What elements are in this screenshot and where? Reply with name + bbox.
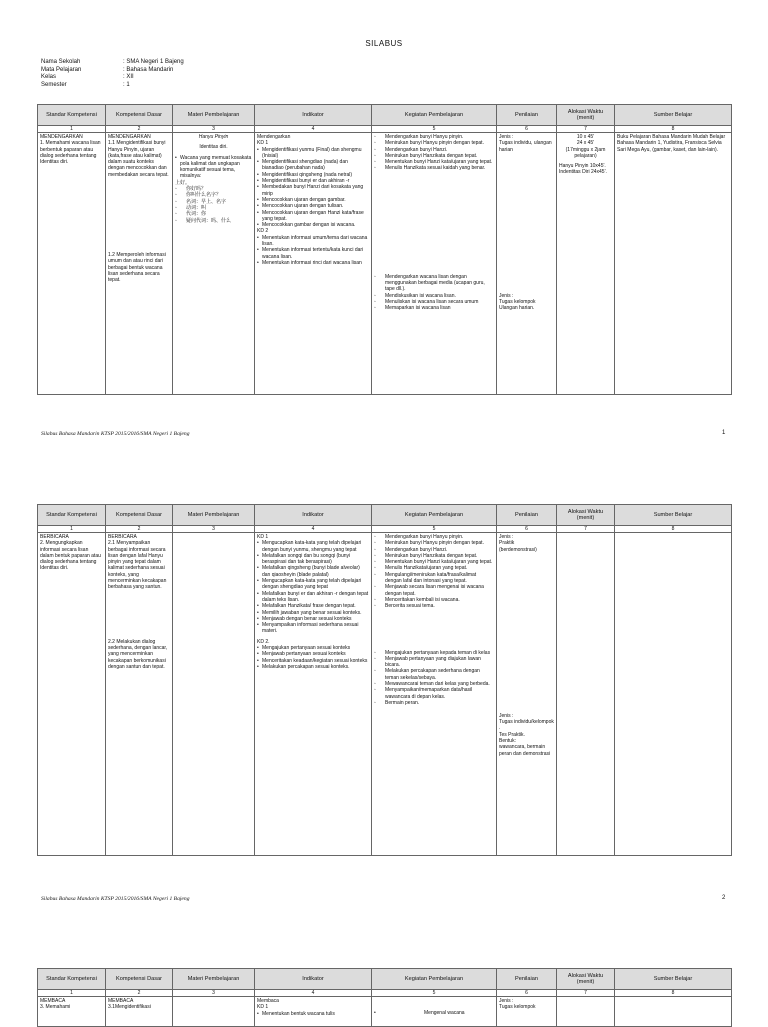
- meta-value: : SMA Negeri 1 Bajeng: [123, 59, 184, 65]
- time-allocation: Indentitas Diri 24x45'.: [559, 169, 607, 176]
- column-number-row: [38, 526, 732, 533]
- indicator-item: • Menentukan informasi tertentu/kata kunci dari wacana lisan.: [257, 247, 369, 260]
- indicator-item: • Mengidentifikasi qingsheng (nada netral): [257, 172, 369, 178]
- list-item: ◦ Menentukan bunyi Hanzi kata/ujaran yang tepat.: [374, 159, 494, 165]
- indicator-item: • Menentukan informasi rinci dari wacana lisan: [257, 260, 369, 266]
- kegiatan-cell: [372, 997, 497, 1027]
- materi-vocabulary-list: [175, 186, 252, 224]
- list-item: ◦ Menceritakan kembali isi wacana.: [374, 597, 494, 603]
- header-cell: Indikator: [255, 505, 372, 526]
- indicator-item: • Menentukan informasi umum/tema dari wacana lisan.: [257, 235, 369, 248]
- assessment-label: Jenis :: [499, 292, 514, 299]
- list-item: ◦ Bermain peran.: [374, 700, 494, 706]
- column-number: 6: [497, 990, 557, 997]
- indicator-heading: KD 1: [257, 534, 269, 540]
- indicator-item: • Mengucapkan kata-kata yang telah dipelajari dengan shengdiao yang tepat: [257, 578, 369, 591]
- header-cell: Sumber Belajar: [615, 105, 732, 126]
- column-number: 1: [38, 990, 106, 997]
- header-cell: Sumber Belajar: [615, 505, 732, 526]
- list-item: ◦ Mendengarkan bunyi Hanyu pinyin.: [374, 134, 494, 140]
- activity-list: [374, 134, 494, 172]
- indicator-item: • Melafalkan Hanzikata/ frase dengan tepat.: [257, 603, 369, 609]
- assessment-text: Tugas kelompok Ulangan harian.: [499, 299, 536, 312]
- column-number: 4: [255, 126, 372, 133]
- alokasi-cell: [557, 533, 615, 856]
- assessment-text: (berdemonstrasi): [499, 546, 537, 553]
- list-item: ◦ Mengulangi/menirukan kata/frasa/kalimat dengan lafal dan intonasi yang tepat.: [374, 572, 494, 585]
- indikator-cell: [255, 133, 372, 395]
- meta-row-semester: [41, 82, 184, 90]
- list-item: ◦ Menirukan bunyi Hanzikata dengan tepat.: [374, 553, 494, 559]
- meta-row-class: [41, 74, 184, 82]
- column-number: 5: [372, 126, 497, 133]
- assessment-text: Tugas kelompok: [499, 1004, 536, 1011]
- syllabus-table-3: [37, 968, 732, 1027]
- list-item: ◦ 代词：你: [175, 211, 252, 217]
- indicator-item: • Melafalkan bunyi er dan akhiran -r dengan tepat dalam teks lisan.: [257, 591, 369, 604]
- page-footer: Silabus Bahasa Mandarin KTSP 2015/2016/SMA Negeri 1 Bajeng: [41, 431, 190, 437]
- header-cell: Kompetensi Dasar: [106, 105, 173, 126]
- kd-text: 3.1Mengidentifikasi: [108, 1004, 151, 1011]
- kompetensi-dasar-cell: [106, 133, 173, 395]
- sumber-cell: [615, 533, 732, 856]
- list-item: ◦ Menirukan bunyi Hanyu pinyin dengan tepat.: [374, 140, 494, 146]
- indikator-cell: [255, 533, 372, 856]
- indicator-item: • Mencocokkan ujaran dengan gambar.: [257, 197, 369, 203]
- assessment-text: Praktik: [499, 540, 515, 547]
- column-number: 8: [615, 990, 732, 997]
- meta-value: : Bahasa Mandarin: [123, 66, 174, 73]
- meta-row-school: [41, 59, 184, 67]
- table-header-row: [38, 105, 732, 126]
- kompetensi-dasar-cell: [106, 533, 173, 856]
- materi-cell: [173, 533, 255, 856]
- page-footer: Silabus Bahasa Mandarin KTSP 2015/2016/SMA Negeri 1 Bajeng: [41, 896, 190, 902]
- list-item: ◦ Menirukan bunyi Hanyu pinyin dengan tepat.: [374, 540, 494, 546]
- list-item: ◦ Mengajukan pertanyaan kepada teman di kelas: [374, 650, 494, 656]
- activity-list: [374, 534, 494, 610]
- header-cell: Alokasi Waktu (menit): [557, 969, 615, 990]
- indicator-item: • Melakukan percakapan sesuai konteks.: [257, 664, 369, 670]
- assessment-text: Bentuk:: [499, 738, 516, 745]
- header-cell: Materi Pembelajaran: [173, 969, 255, 990]
- syllabus-table-1: [37, 104, 732, 395]
- meta-label: Kelas: [41, 74, 57, 81]
- list-item: ◦ Bercerita sesuai tema.: [374, 603, 494, 609]
- header-cell: Standar Kompetensi: [38, 969, 106, 990]
- indicator-item: • Menentukan bentuk wacana tulis: [257, 1011, 369, 1017]
- indicator-item: • Mengajukan pertanyaan sesuai konteks: [257, 645, 369, 651]
- activity-item: • Mengenal wacana: [374, 1010, 494, 1016]
- page-number: 1: [722, 430, 726, 436]
- column-number: 8: [615, 526, 732, 533]
- header-cell: Standar Kompetensi: [38, 105, 106, 126]
- materi-cell: [173, 133, 255, 395]
- sumber-cell: [615, 997, 732, 1027]
- column-number: 4: [255, 526, 372, 533]
- page-number: 2: [722, 895, 726, 901]
- skill-heading: MEMBACA: [108, 998, 134, 1004]
- indicator-item: • Mengidentifikasi yunmu (Final) dan shengmu (Inisial): [257, 147, 369, 160]
- kegiatan-cell: [372, 133, 497, 395]
- list-item: ◦ 疑问代词：吗、什么: [175, 218, 252, 224]
- kegiatan-cell: [372, 533, 497, 856]
- list-item: ◦ Menjawab pertanyaan yang diajukan lawan bicara.: [374, 656, 494, 669]
- penilaian-cell: [497, 997, 557, 1027]
- indicator-item: • Melafalkan qingsheng (bunyi blade alveolar) dan qiaosheyin (blade palatal): [257, 565, 369, 578]
- skill-heading: MENDENGARKAN: [108, 134, 151, 140]
- materi-description: • Wacana yang memuat kosakata pola kalimat dan ungkapan komunikatif sesuai tema, misalnya:: [175, 155, 252, 180]
- page-1: [0, 0, 768, 455]
- header-cell: Indikator: [255, 105, 372, 126]
- column-number: 1: [38, 526, 106, 533]
- list-item: ◦ Melakukan percakapan sederhana dengan teman sekelas/sebaya.: [374, 668, 494, 681]
- table-row: [38, 533, 732, 856]
- column-number: 6: [497, 126, 557, 133]
- assessment-text: Tugas individu, ulangan harian: [499, 140, 552, 153]
- header-cell: Kegiatan Pembelajaran: [372, 969, 497, 990]
- list-item: ◦ 动词：叫: [175, 205, 252, 211]
- indicator-heading: Membaca: [257, 998, 279, 1004]
- column-number-row: [38, 990, 732, 997]
- header-cell: Standar Kompetensi: [38, 505, 106, 526]
- standar-kompetensi-cell: [38, 533, 106, 856]
- materi-topic: Hanyu Pinyin: [198, 134, 229, 140]
- kd-text: 2.1 Menyampaikan berbagai informasi secara lisan dengan lafal Hanyu pinyin yang tepat dalam kalimat sederhana sesuai konteks, yang mencerminkan kecakapan berbahasa yang santun.: [108, 540, 167, 591]
- list-item: ◦ 你好吗？: [175, 186, 252, 192]
- table-header-row: [38, 505, 732, 526]
- skill-heading: MEMBACA: [40, 998, 66, 1004]
- header-cell: Alokasi Waktu (menit): [557, 505, 615, 526]
- list-item: ◦ Mendengarkan bunyi Hanyu pinyin.: [374, 534, 494, 540]
- time-allocation: 10 x 45': [576, 134, 595, 140]
- column-number: 8: [615, 126, 732, 133]
- assessment-label: Jenis :: [499, 998, 514, 1004]
- meta-value: : XII: [123, 74, 134, 81]
- list-item: ◦ Mendiskusikan isi wacana lisan.: [374, 293, 494, 299]
- table-row: [38, 997, 732, 1027]
- assessment-label: Jenis :: [499, 134, 514, 140]
- column-number: 4: [255, 990, 372, 997]
- indicator-heading: KD 1: [257, 1004, 269, 1011]
- indicator-heading: KD 1: [257, 140, 269, 147]
- column-number: 5: [372, 526, 497, 533]
- standard-text: 3. Memahami: [40, 1004, 71, 1011]
- indicator-item: • Mengidentifikasi shengdiao (nada) dan bianadiao (perubahan nada): [257, 159, 369, 172]
- page-3: [0, 915, 768, 1024]
- list-item: ◦ Mendengarkan bunyi Hanzi.: [374, 547, 494, 553]
- materi-cell: [173, 997, 255, 1027]
- list-item: ◦ Menyampaikan/memaparkan data/hasil wawancara di depan kelas.: [374, 687, 494, 700]
- column-number: 2: [106, 526, 173, 533]
- kd-text: 1.2 Memperoleh informasi umum dan atau rinci dari berbagai bentuk wacana lisan sederhana secara tepat.: [108, 252, 166, 284]
- header-cell: Alokasi Waktu (menit): [557, 105, 615, 126]
- standard-text: 1. Memahami wacana lisan berbentuk paparan atau dialog sederhana tentang Identitas diri.: [40, 140, 101, 166]
- meta-value: : 1: [123, 81, 130, 88]
- indicator-item: • Menceritakan keadaan/kegiatan sesuai konteks: [257, 658, 369, 664]
- column-number: 3: [173, 990, 255, 997]
- header-cell: Kompetensi Dasar: [106, 969, 173, 990]
- indicator-heading: KD 2.: [257, 638, 270, 645]
- list-item: ◦ Mendengarkan wacana lisan dengan menggunakan berbagai media (ucapan guru, tape dll.).: [374, 274, 494, 293]
- assessment-label: Jenis :: [499, 534, 514, 540]
- header-cell: Penilaian: [497, 969, 557, 990]
- column-number: 7: [557, 526, 615, 533]
- list-item: ◦ 名词：早上、名字: [175, 199, 252, 205]
- time-allocation: (17minggu x 2jam pelajaran): [565, 146, 606, 159]
- header-cell: Indikator: [255, 969, 372, 990]
- assessment-label: Jenis :: [499, 712, 514, 719]
- standar-kompetensi-cell: [38, 133, 106, 395]
- header-cell: Penilaian: [497, 505, 557, 526]
- header-cell: Kegiatan Pembelajaran: [372, 105, 497, 126]
- indicator-item: • Menjawab dengan benar sesuai konteks: [257, 616, 369, 622]
- header-cell: Penilaian: [497, 105, 557, 126]
- indikator-cell: [255, 997, 372, 1027]
- activity-list: [374, 650, 494, 707]
- assessment-text: Tes Praktik.: [499, 731, 525, 738]
- list-item: ◦ Mewawancarai teman dari kelas yang berbeda.: [374, 681, 494, 687]
- list-item: ◦ Menjawab secara lisan mengenai isi wacana dengan tepat.: [374, 584, 494, 597]
- meta-row-subject: [41, 67, 184, 75]
- indicator-item: • Mencocokkan gambar dengan isi wacana.: [257, 222, 369, 228]
- kd-text: 2.2 Melakukan dialog sederhana, dengan lancar, yang mencerminkan kecakapan berkomunikasi dengan santun dan tepat.: [108, 638, 168, 670]
- meta-label: Semester: [41, 81, 67, 88]
- column-number: 1: [38, 126, 106, 133]
- header-cell: Materi Pembelajaran: [173, 505, 255, 526]
- time-allocation: Hanyu Pinyin 10x45'.: [559, 163, 606, 170]
- assessment-text: Tugas individu/kelompok .: [499, 719, 554, 732]
- indicator-item: • Mencocokkan ujaran dengan tulisan.: [257, 203, 369, 209]
- column-number-row: [38, 126, 732, 133]
- page-2: [0, 455, 768, 915]
- materi-item: 上好。: [175, 179, 191, 186]
- kd-text: 1.1 Mengidentifikasi bunyi Hanyu Pinyin, ujaran (kata,frase atau kalimat) dalam suatu konteks dengan mencocokkan dan membedakan secara tepat.: [108, 140, 169, 178]
- indicator-item: • Mencocokkan ujaran dengan Hanzi kata/frase yang tepat.: [257, 210, 369, 223]
- alokasi-cell: [557, 997, 615, 1027]
- list-item: ◦ 你叫什么名字？: [175, 192, 252, 198]
- indicator-item: • Melafalkan songqi dan bu songqi (bunyi beraspirasi dan tak beraspirasi): [257, 553, 369, 566]
- skill-heading: BERBICARA: [108, 534, 137, 540]
- indicator-item: • Mengidentifikasi bunyi er dan akhiran -r: [257, 178, 369, 184]
- list-item: ◦ Menulis Hanzikata/ujaran yang tepat.: [374, 565, 494, 571]
- alokasi-cell: [557, 133, 615, 395]
- document-title: SILABUS: [365, 39, 403, 48]
- indicator-item: • Memilih jawaban yang benar sesuai konteks.: [257, 610, 369, 616]
- standar-kompetensi-cell: [38, 997, 106, 1027]
- activity-list: [374, 274, 494, 312]
- indicator-item: • Menjawab pertanyaan sesuai konteks: [257, 651, 369, 657]
- list-item: ◦ Menuliskan isi wacana lisan secara umum: [374, 299, 494, 305]
- source-text: Buku Pelajaran Bahasa Mandarin Mudah Belajar Bahasa Mandarin 1, Yudistira, Fransisca Selvia Sari Mega Ayu, (gambar, kaset, dan lain-lain).: [617, 134, 726, 153]
- standard-text: 2. Mengungkapkan informasi secara lisan dalam bentuk paparan atau dialog sederhana tentang Identitas diri.: [40, 540, 101, 572]
- materi-topic: Identitas diri.: [199, 144, 228, 151]
- column-number: 3: [173, 126, 255, 133]
- document-meta: [41, 59, 184, 89]
- indicator-item: • Membedakan bunyi Hanzi dari kosakata yang mirip: [257, 184, 369, 197]
- header-cell: Sumber Belajar: [615, 969, 732, 990]
- list-item: ◦ Menentukan bunyi Hanzi kata/ujaran yang tepat.: [374, 559, 494, 565]
- header-cell: Materi Pembelajaran: [173, 105, 255, 126]
- list-item: ◦ Menulis Hanzikata sesuai kaidah yang benar.: [374, 165, 494, 171]
- indicator-heading: Mendengarkan: [257, 134, 291, 140]
- penilaian-cell: [497, 133, 557, 395]
- time-allocation: 24 x 45': [576, 140, 595, 147]
- table-header-row: [38, 969, 732, 990]
- column-number: 3: [173, 526, 255, 533]
- sumber-cell: [615, 133, 732, 395]
- column-number: 2: [106, 990, 173, 997]
- list-item: ◦ Menirukan bunyi Hanzikata dengan tepat.: [374, 153, 494, 159]
- penilaian-cell: [497, 533, 557, 856]
- column-number: 6: [497, 526, 557, 533]
- column-number: 5: [372, 990, 497, 997]
- column-number: 7: [557, 990, 615, 997]
- indicator-item: • Mengucapkan kata-kata yang telah dipelajari dengan bunyi yunmu, shengmu yang tepat: [257, 540, 369, 553]
- meta-label: Mata Pelajaran: [41, 66, 82, 73]
- header-cell: Kegiatan Pembelajaran: [372, 505, 497, 526]
- syllabus-table-2: [37, 504, 732, 856]
- kompetensi-dasar-cell: [106, 997, 173, 1027]
- list-item: ◦ Mendengarkan bunyi Hanzi.: [374, 147, 494, 153]
- table-row: [38, 133, 732, 395]
- skill-heading: BERBICARA: [40, 534, 69, 540]
- indicator-item: • Menyampaikan informasi sederhana sesuai materi.: [257, 622, 369, 635]
- column-number: 7: [557, 126, 615, 133]
- indicator-heading: KD 2: [257, 228, 269, 235]
- list-item: ◦ Memaparkan isi wacana lisan: [374, 305, 494, 311]
- column-number: 2: [106, 126, 173, 133]
- meta-label: Nama Sekolah: [41, 59, 81, 65]
- skill-heading: MENDENGARKAN: [40, 134, 83, 140]
- assessment-text: wawancara, bermain peran dan demonstrasi: [499, 744, 551, 757]
- header-cell: Kompetensi Dasar: [106, 505, 173, 526]
